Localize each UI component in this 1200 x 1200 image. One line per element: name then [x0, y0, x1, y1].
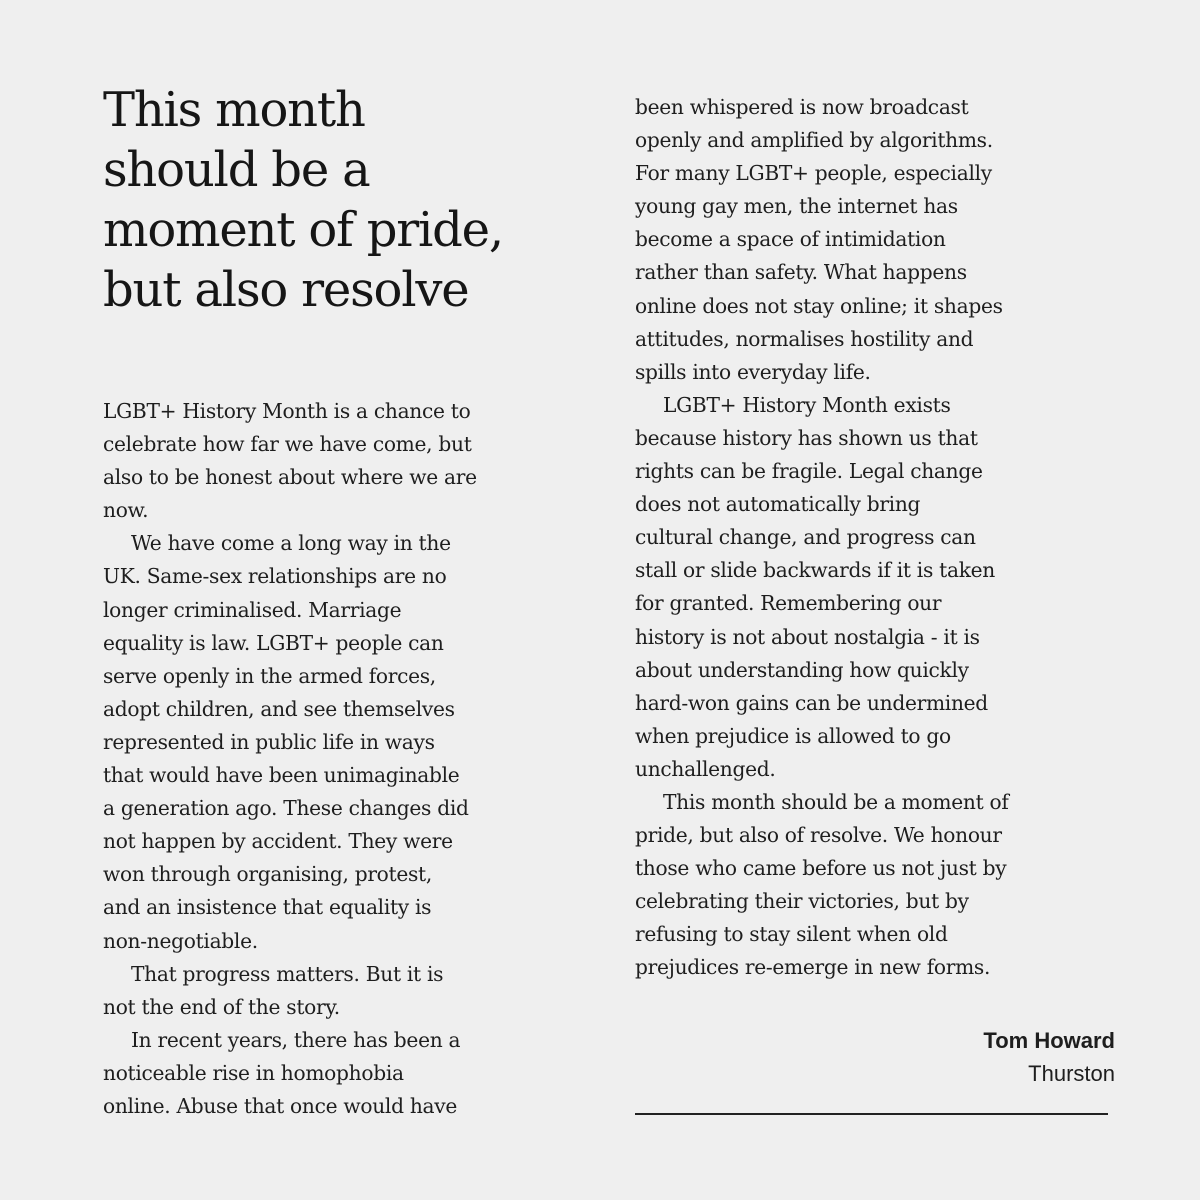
body-line: UK. Same-sex relationships are no — [103, 564, 447, 589]
headline-line: This month — [103, 82, 365, 138]
article-body-right — [635, 91, 1009, 985]
body-line: cultural change, and progress can — [635, 525, 976, 550]
body-line: celebrate how far we have come, but — [103, 432, 472, 457]
body-line: young gay men, the internet has — [635, 194, 958, 219]
body-line: been whispered is now broadcast — [635, 95, 969, 119]
headline-line: but also resolve — [103, 262, 469, 318]
body-line: pride, but also of resolve. We honour — [635, 823, 1002, 848]
body-line: rights can be fragile. Legal change — [635, 459, 983, 484]
body-line: history is not about nostalgia - it is — [635, 624, 980, 649]
body-line: when prejudice is allowed to go — [635, 723, 951, 748]
body-line: non-negotiable. — [103, 928, 258, 953]
body-line: noticeable rise in homophobia — [103, 1060, 404, 1085]
body-line: rather than safety. What happens — [635, 260, 967, 285]
body-line: equality is law. LGBT+ people can — [103, 630, 444, 655]
body-line: LGBT+ History Month is a chance to — [103, 399, 471, 423]
body-line: celebrating their victories, but by — [635, 889, 969, 914]
body-line: spills into everyday life. — [635, 359, 871, 384]
body-line: For many LGBT+ people, especially — [635, 161, 992, 186]
body-line: those who came before us not just by — [635, 856, 1007, 881]
body-line: We have come a long way in the — [131, 531, 451, 556]
body-line: longer criminalised. Marriage — [103, 597, 402, 622]
body-line: unchallenged. — [635, 756, 776, 781]
body-line: represented in public life in ways — [103, 729, 435, 754]
body-line: that would have been unimaginable — [103, 763, 460, 788]
body-line: attitudes, normalises hostility and — [635, 326, 974, 351]
body-line: not happen by accident. They were — [103, 829, 453, 854]
body-line: and an insistence that equality is — [103, 895, 432, 920]
body-line: because history has shown us that — [635, 425, 978, 450]
body-line: for granted. Remembering our — [635, 591, 942, 616]
body-line: also to be honest about where we are — [103, 465, 477, 490]
body-line: online. Abuse that once would have — [103, 1093, 458, 1118]
author-location: Thurston — [1028, 1061, 1115, 1086]
body-line: does not automatically bring — [635, 492, 921, 517]
body-line: about understanding how quickly — [635, 657, 969, 682]
body-line: refusing to stay silent when old — [635, 922, 948, 947]
headline — [103, 80, 503, 320]
end-rule — [635, 1113, 1108, 1115]
body-line: In recent years, there has been a — [131, 1027, 461, 1052]
headline-line: should be a — [103, 142, 370, 198]
article-body-left — [103, 395, 477, 1123]
body-line: This month should be a moment of — [663, 789, 1009, 814]
letter-signoff — [983, 1024, 1115, 1090]
body-line: LGBT+ History Month exists — [663, 392, 951, 417]
body-line: serve openly in the armed forces, — [103, 663, 436, 688]
body-line: online does not stay online; it shapes — [635, 293, 1003, 318]
body-line: not the end of the story. — [103, 994, 340, 1019]
body-line: now. — [103, 498, 149, 523]
author-name: Tom Howard — [983, 1028, 1115, 1053]
body-line: won through organising, protest, — [103, 862, 432, 887]
body-line: a generation ago. These changes did — [103, 796, 469, 821]
body-line: That progress matters. But it is — [131, 961, 444, 986]
headline-line: moment of pride, — [103, 202, 503, 258]
body-line: adopt children, and see themselves — [103, 696, 455, 721]
body-line: prejudices re-emerge in new forms. — [635, 955, 991, 980]
body-line: become a space of intimidation — [635, 227, 946, 252]
body-line: stall or slide backwards if it is taken — [635, 558, 995, 583]
body-line: hard-won gains can be undermined — [635, 690, 988, 715]
body-line: openly and amplified by algorithms. — [635, 128, 993, 153]
